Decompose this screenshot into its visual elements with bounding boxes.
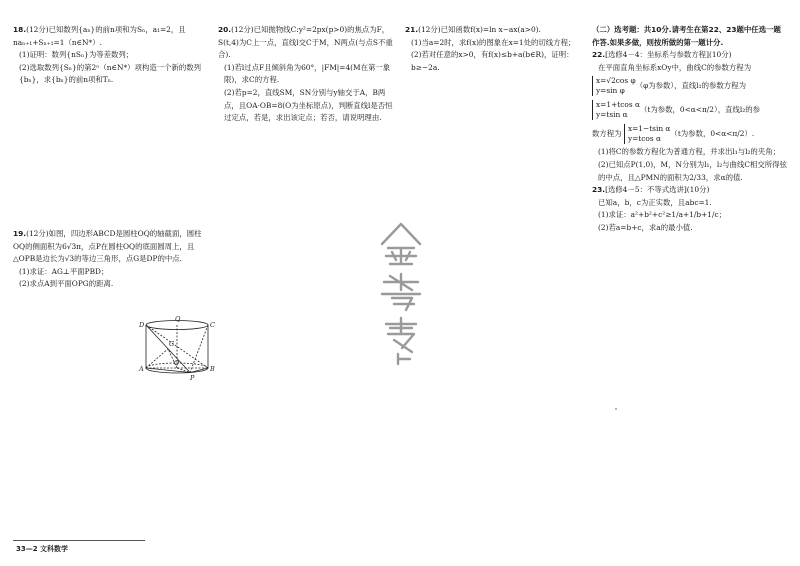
q22-sentence4: 数方程为 [592, 129, 622, 139]
q19-part2: (2)求点A到平面OPG的距离. [19, 279, 114, 289]
footer-label: 33—2 文科数学 [16, 545, 69, 553]
label-p: P [190, 374, 195, 382]
label-q: Q [175, 315, 181, 323]
q18-number: 18. [13, 25, 27, 34]
segment-ag [146, 349, 168, 368]
q22-part1: (1)将C的参数方程化为普通方程，并求出l₁与l₂的夹角； [598, 147, 780, 157]
label-d: D [139, 321, 145, 329]
q21-part1: (1)当a=2时，求f(x)的图象在x=1处的切线方程； [411, 37, 576, 47]
q20-part1: (1)若l过点F且倾斜角为60°，|FM|=4(M在第一象限)，求C的方程. [224, 62, 391, 85]
q22-eq-l1-x: x=1+tcos α [596, 100, 640, 110]
q21-part2: (2)若对任意的x>0，有f(x)≤b+a(b∈R)，证明：b≥−2a. [411, 50, 574, 72]
q22-line2-equations [624, 124, 670, 144]
q22-sentence1: 在平面直角坐标系xOy中，曲线C的参数方程为 [598, 62, 752, 72]
q23-sentence1: 已知a，b，c为正实数，且abc=1. [598, 197, 712, 207]
q20-stem: (12分)已知抛物线C:y²=2px(p>0)的焦点为F，S(t,4)为C上一点，直线l交C于M，N两点(与点S不重合). [218, 25, 393, 60]
q22-eq-l1-y: y=tsin α [596, 110, 628, 120]
q21-number: 21. [405, 25, 419, 34]
label-a: A [139, 365, 144, 373]
edge-ap [146, 368, 190, 373]
q23-part1: (1)求证：a²+b²+c²≥1/a+1/b+1/c； [598, 210, 727, 220]
q23-title: [选修4－5：不等式选讲](10分) [605, 185, 710, 195]
q22-eq-l2-y: y=tcos α [627, 134, 661, 144]
q20-number: 20. [218, 25, 232, 34]
q19-part1: (1)求证：AG⊥平面PBD； [19, 266, 109, 276]
q22-sentence5: （t为参数，0<α<π/2）. [670, 129, 755, 139]
print-speck [615, 408, 617, 410]
q18-stem: (12分)已知数列{aₙ}的前n项和为Sₙ，a₁=2，且naₙ₊₁+Sₙ₊₁=1（n∈N*）. [13, 25, 186, 47]
q22-part2: (2)已知点P(1,0)，M，N分别为l₁，l₂与曲线C相交所得弦的中点，且△PMN的面积为2/33，求α的值. [598, 159, 787, 182]
label-c: C [210, 321, 215, 329]
q22-sentence2: （φ为参数），直线l₁的参数方程为 [635, 81, 746, 91]
q22-eq-c-y: y=sin φ [596, 86, 625, 96]
page-footer [13, 540, 145, 557]
question-19 [13, 228, 205, 291]
optional-header: （二）选考题：共10分.请考生在第22、23题中任选一题作答.如果多做，则按所做的第一题计分. [592, 25, 781, 47]
q22-number: 22. [592, 50, 606, 60]
q22-line1-equations [592, 100, 640, 120]
q22-title: [选修4－4：坐标系与参数方程](10分) [605, 50, 732, 60]
q23-number: 23. [592, 185, 606, 195]
q22-curve-equations [592, 76, 636, 96]
q22-eq-c-x: x=√2cos φ [596, 76, 636, 86]
edge-dp [146, 325, 190, 373]
label-b: B [210, 365, 215, 373]
q23-part2: (2)若a=b+c，求a的最小值. [598, 222, 693, 232]
label-o: O [174, 359, 180, 367]
edge-cp [190, 325, 208, 373]
q22-sentence3: （t为参数，0<α<π/2），直线l₂的参 [639, 105, 760, 115]
q18-part2: (2)选取数列{Sₙ}的第2ⁿ（n∈N*）项构造一个新的数列{bₙ}，求{bₙ}的前n项和Tₙ. [19, 62, 202, 85]
q19-stem: (12分)如图，四边形ABCD是圆柱OQ的轴截面，圆柱OQ的侧面积为6√3π，点P在圆柱OQ的底面圆周上，且△OPB是边长为√3的等边三角形，点G是DP的中点. [13, 229, 202, 264]
question-20 [218, 24, 398, 125]
question-21 [405, 24, 585, 74]
optional-section [592, 24, 788, 235]
question-18 [13, 24, 205, 87]
label-g: G [169, 340, 175, 348]
q19-number: 19. [13, 229, 27, 238]
q21-stem: (12分)已知函数f(x)=ln x−ax(a>0). [418, 25, 541, 34]
watermark-seal [372, 218, 430, 368]
cylinder-figure [138, 312, 216, 387]
q20-part2: (2)若p=2，直线SM，SN分别与y轴交于A，B两点，且OA·OB=8(O为坐标原点)，判断直线l是否恒过定点，若是，求出该定点；若否，请说明理由. [224, 87, 393, 123]
q18-part1: (1)证明：数列{nSₙ}为等差数列； [19, 50, 134, 60]
q22-eq-l2-x: x=1−tsin α [627, 124, 671, 134]
